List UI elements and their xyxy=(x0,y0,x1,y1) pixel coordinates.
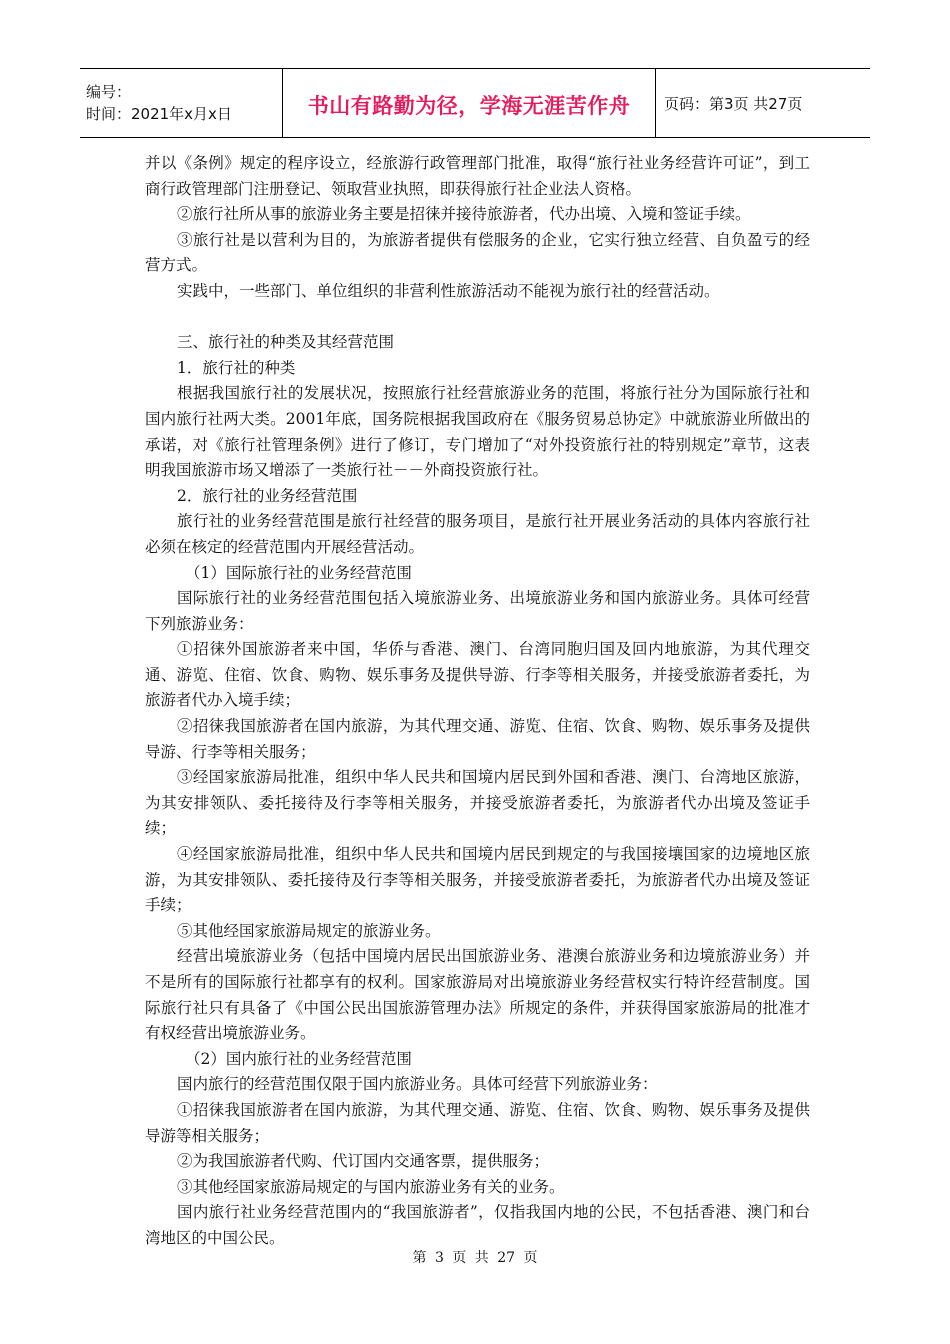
serial-label: 编号： xyxy=(86,83,132,101)
list-item: ①招徕外国旅游者来中国，华侨与香港、澳门、台湾同胞归国及回内地旅游，为其代理交通、游览、住宿、饮食、购物、娱乐事务及提供导游、行李等相关服务，并接受旅游者委托，为旅游者代办入境手续； xyxy=(145,640,810,710)
list-item: ①招徕我国旅游者在国内旅游，为其代理交通、游览、住宿、饮食、购物、娱乐事务及提供导游等相关服务； xyxy=(145,1100,810,1145)
paragraph: 旅行社的业务经营范围是旅行社经营的服务项目，是旅行社开展业务活动的具体内容旅行社必须在核定的经营范围内开展经营活动。 xyxy=(145,512,810,556)
header-page-cell xyxy=(656,69,871,138)
header-meta-cell xyxy=(80,69,283,138)
paragraph: ③旅行社是以营利为目的，为旅游者提供有偿服务的企业，它实行独立经营、自负盈亏的经营方式。 xyxy=(145,230,810,275)
paragraph: 国内旅行的经营范围仅限于国内旅游业务。具体可经营下列旅游业务： xyxy=(177,1075,658,1094)
subsection-heading: （2）国内旅行社的业务经营范围 xyxy=(185,1049,412,1068)
header-motto-cell xyxy=(283,69,656,138)
subsection-heading: 1．旅行社的种类 xyxy=(177,358,296,377)
section-heading: 三、旅行社的种类及其经营范围 xyxy=(177,333,395,352)
page-header xyxy=(80,68,870,138)
list-item: ②招徕我国旅游者在国内旅游，为其代理交通、游览、住宿、饮食、购物、娱乐事务及提供导游、行李等相关服务； xyxy=(145,717,810,761)
list-item: ③经国家旅游局批准，组织中华人民共和国境内居民到外国和香港、澳门、台湾地区旅游，为其安排领队、委托接待及行李等相关服务，并接受旅游者委托，为旅游者代办出境及签证手续； xyxy=(145,768,810,838)
list-item: ③其他经国家旅游局规定的与国内旅游业务有关的业务。 xyxy=(177,1177,565,1196)
paragraph: 并以《条例》规定的程序设立，经旅游行政管理部门批准，取得“旅行社业务经营许可证”，到工商行政管理部门注册登记、领取营业执照，即获得旅行社企业法人资格。 xyxy=(145,154,810,198)
paragraph: ②旅行社所从事的旅游业务主要是招徕并接待旅游者，代办出境、入境和签证手续。 xyxy=(177,205,751,224)
paragraph: 根据我国旅行社的发展状况，按照旅行社经营旅游业务的范围，将旅行社分为国际旅行社和国内旅行社两大类。2001年底，国务院根据我国政府在《服务贸易总协定》中就旅游业所做出的承诺，对《旅行社管理条例》进行了修订，专门增加了“对外投资旅行社的特别规定”章节，这表明我国旅游市场又增添了一类旅行社－－外商投资旅行社。 xyxy=(145,384,810,480)
paragraph: 经营出境旅游业务（包括中国境内居民出国旅游业务、港澳台旅游业务和边境旅游业务）并不是所有的国际旅行社都享有的权利。国家旅游局对出境旅游业务经营权实行特许经营制度。国际旅行社只有具备了《中国公民出国旅游管理办法》所规定的条件，并获得国家旅游局的批准才有权经营出境旅游业务。 xyxy=(145,947,810,1043)
paragraph: 国际旅行社的业务经营范围包括入境旅游业务、出境旅游业务和国内旅游业务。具体可经营下列旅游业务： xyxy=(145,589,810,633)
document-body xyxy=(145,151,810,1252)
list-item: ⑤其他经国家旅游局规定的旅游业务。 xyxy=(177,921,441,940)
paragraph: 实践中，一些部门、单位组织的非营利性旅游活动不能视为旅行社的经营活动。 xyxy=(177,281,720,300)
paragraph: 国内旅行社业务经营范围内的“我国旅游者”，仅指我国内地的公民，不包括香港、澳门和台湾地区的中国公民。 xyxy=(145,1203,810,1247)
list-item: ②为我国旅游者代购、代订国内交通客票，提供服务； xyxy=(177,1152,550,1171)
page-info: 页码：第3页 共27页 xyxy=(664,94,803,113)
list-item: ④经国家旅游局批准，组织中华人民共和国境内居民到规定的与我国接壤国家的边境地区旅游，为其安排领队、委托接待及行李等相关服务，并接受旅游者委托，为旅游者代办出境及签证手续； xyxy=(145,845,810,915)
motto-text: 书山有路勤为径，学海无涯苦作舟 xyxy=(307,94,631,118)
paragraph-gap xyxy=(145,305,810,331)
date-label: 时间：2021年x月x日 xyxy=(86,105,232,123)
subsection-heading: （1）国际旅行社的业务经营范围 xyxy=(185,563,412,582)
page-footer: 第 3 页 共 27 页 xyxy=(412,1250,538,1266)
subsection-heading: 2．旅行社的业务经营范围 xyxy=(177,486,358,505)
